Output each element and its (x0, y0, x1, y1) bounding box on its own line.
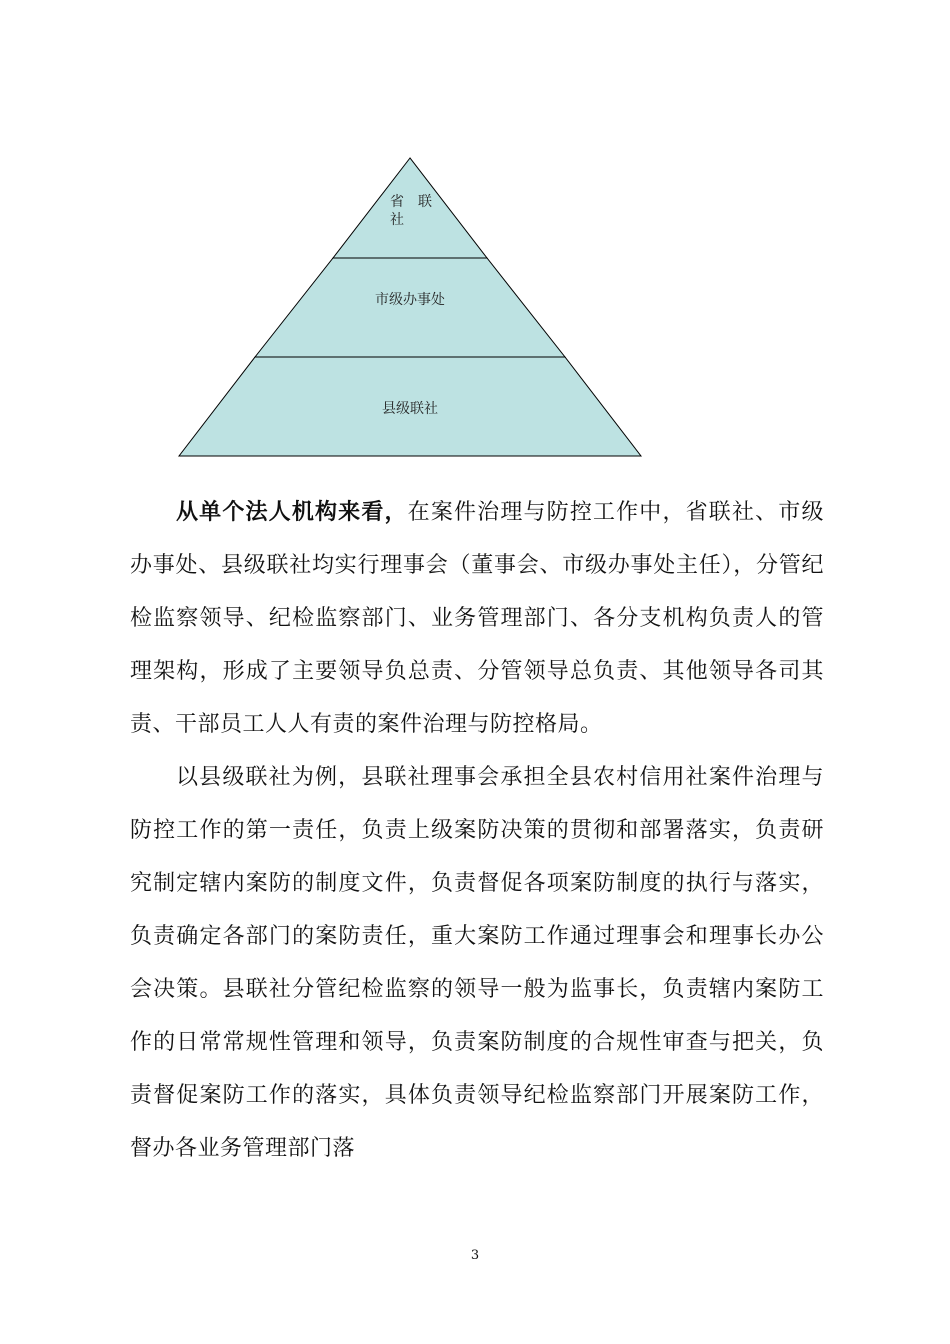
pyramid-diagram (0, 0, 950, 470)
paragraph-1 (130, 486, 824, 751)
tier-label-county-union: 县级联社 (382, 401, 438, 417)
paragraph-1-lead: 从单个法人机构来看， (176, 499, 408, 525)
body-text (130, 486, 824, 1175)
paragraph-1-text: 在案件治理与防控工作中，省联社、市级办事处、县级联社均实行理事会（董事会、市级办事处主任），分管纪检监察领导、纪检监察部门、业务管理部门、各分支机构负责人的管理架构，形成了主要领导负总责、分管领导总负责、其他领导各司其责、干部员工人人有责的案件治理与防控格局。 (130, 500, 824, 737)
page-number: 3 (470, 1248, 480, 1263)
tier-label-province-line1: 省 联 (390, 194, 432, 210)
tier-label-province-line2: 社 (390, 212, 404, 228)
paragraph-2-text: 以县级联社为例，县联社理事会承担全县农村信用社案件治理与防控工作的第一责任，负责上级案防决策的贯彻和部署落实，负责研究制定辖内案防的制度文件，负责督促各项案防制度的执行与落实，负责确定各部门的案防责任，重大案防工作通过理事会和理事长办公会决策。县联社分管纪检监察的领导一般为监事长，负责辖内案防工作的日常常规性管理和领导，负责案防制度的合规性审查与把关，负责督促案防工作的落实，具体负责领导纪检监察部门开展案防工作，督办各业务管理部门落 (130, 765, 824, 1161)
tier-label-city-office: 市级办事处 (375, 292, 445, 308)
paragraph-2 (130, 751, 824, 1175)
